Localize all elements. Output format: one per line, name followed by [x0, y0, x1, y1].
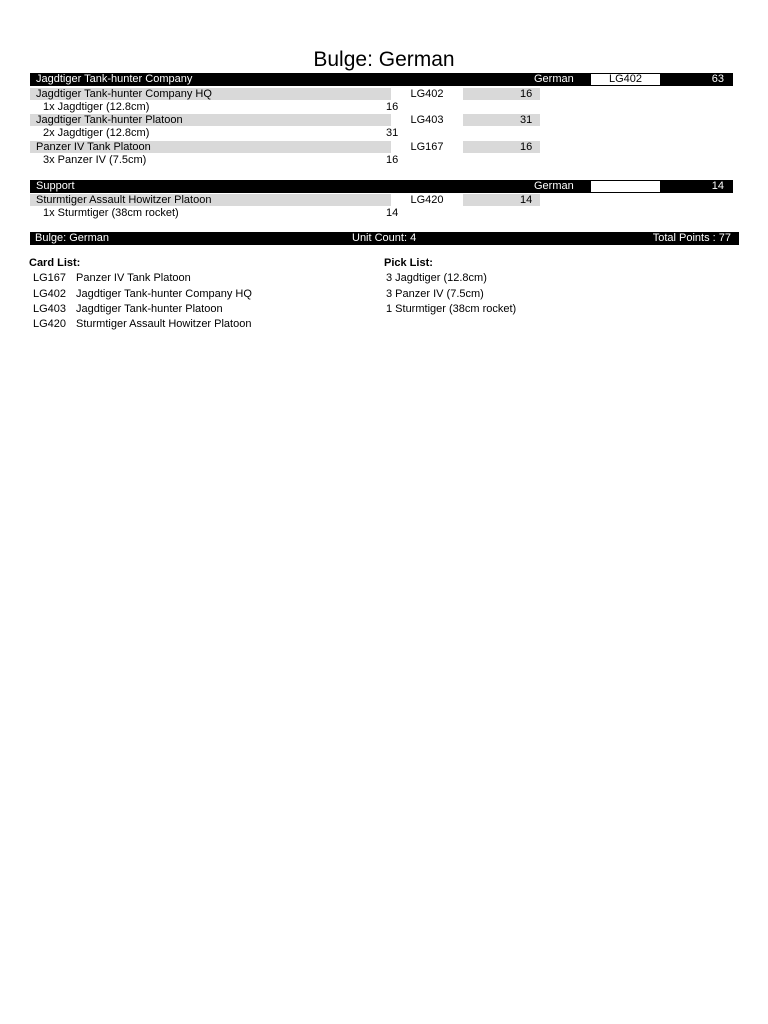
section-points: 63: [711, 73, 724, 85]
card-list-item: [33, 318, 251, 331]
section-name: Jagdtiger Tank-hunter Company: [36, 73, 193, 85]
section-card: [590, 180, 661, 193]
card-code: LG167: [33, 272, 67, 284]
unit-name: Panzer IV Tank Platoon: [36, 141, 151, 153]
pick-list-item: 3 Panzer IV (7.5cm): [386, 288, 484, 300]
total-points: Total Points : 77: [652, 232, 731, 244]
summary-name: Bulge: German: [35, 232, 109, 244]
pick-list-item: 3 Jagdtiger (12.8cm): [386, 272, 487, 284]
section-card: LG402: [590, 73, 661, 86]
unit-card: LG167: [391, 141, 463, 153]
card-name: Jagdtiger Tank-hunter Platoon: [76, 303, 223, 315]
unit-detail: 1x Sturmtiger (38cm rocket): [43, 207, 179, 219]
unit-detail: 3x Panzer IV (7.5cm): [43, 154, 147, 166]
unit-detail-points: 16: [386, 101, 399, 113]
unit-row: [30, 114, 540, 126]
unit-name: Jagdtiger Tank-hunter Company HQ: [36, 88, 212, 100]
unit-row: [30, 141, 540, 153]
summary-bar: [30, 232, 739, 245]
unit-detail-points: 31: [386, 127, 399, 139]
card-list-item: [33, 272, 191, 285]
unit-detail: 2x Jagdtiger (12.8cm): [43, 127, 150, 139]
card-code: LG420: [33, 318, 67, 330]
card-name: Panzer IV Tank Platoon: [76, 272, 191, 284]
unit-name: Jagdtiger Tank-hunter Platoon: [36, 114, 183, 126]
section-nation: German: [534, 180, 574, 192]
unit-row: [30, 88, 540, 100]
unit-card: LG402: [391, 88, 463, 100]
card-name: Jagdtiger Tank-hunter Company HQ: [76, 288, 252, 300]
unit-name: Sturmtiger Assault Howitzer Platoon: [36, 194, 212, 206]
section-nation: German: [534, 73, 574, 85]
card-code: LG403: [33, 303, 67, 315]
unit-detail-points: 16: [386, 154, 399, 166]
unit-detail: 1x Jagdtiger (12.8cm): [43, 101, 150, 113]
unit-card: LG420: [391, 194, 463, 206]
card-name: Sturmtiger Assault Howitzer Platoon: [76, 318, 252, 330]
card-list-heading: Card List:: [29, 257, 81, 269]
unit-count: Unit Count: 4: [352, 232, 417, 244]
section-header-company: [30, 73, 733, 86]
unit-points: 31: [520, 114, 533, 126]
unit-card: LG403: [391, 114, 463, 126]
unit-row: [30, 194, 540, 206]
unit-points: 14: [520, 194, 533, 206]
page-title: Bulge: German: [313, 48, 455, 71]
card-code: LG402: [33, 288, 67, 300]
section-name: Support: [36, 180, 75, 192]
section-header-support: [30, 180, 733, 193]
unit-detail-points: 14: [386, 207, 399, 219]
section-points: 14: [711, 180, 724, 192]
card-list-item: [33, 303, 223, 316]
pick-list-item: 1 Sturmtiger (38cm rocket): [386, 303, 517, 315]
card-list-item: [33, 288, 252, 301]
pick-list-heading: Pick List:: [384, 257, 433, 269]
unit-points: 16: [520, 88, 533, 100]
unit-points: 16: [520, 141, 533, 153]
